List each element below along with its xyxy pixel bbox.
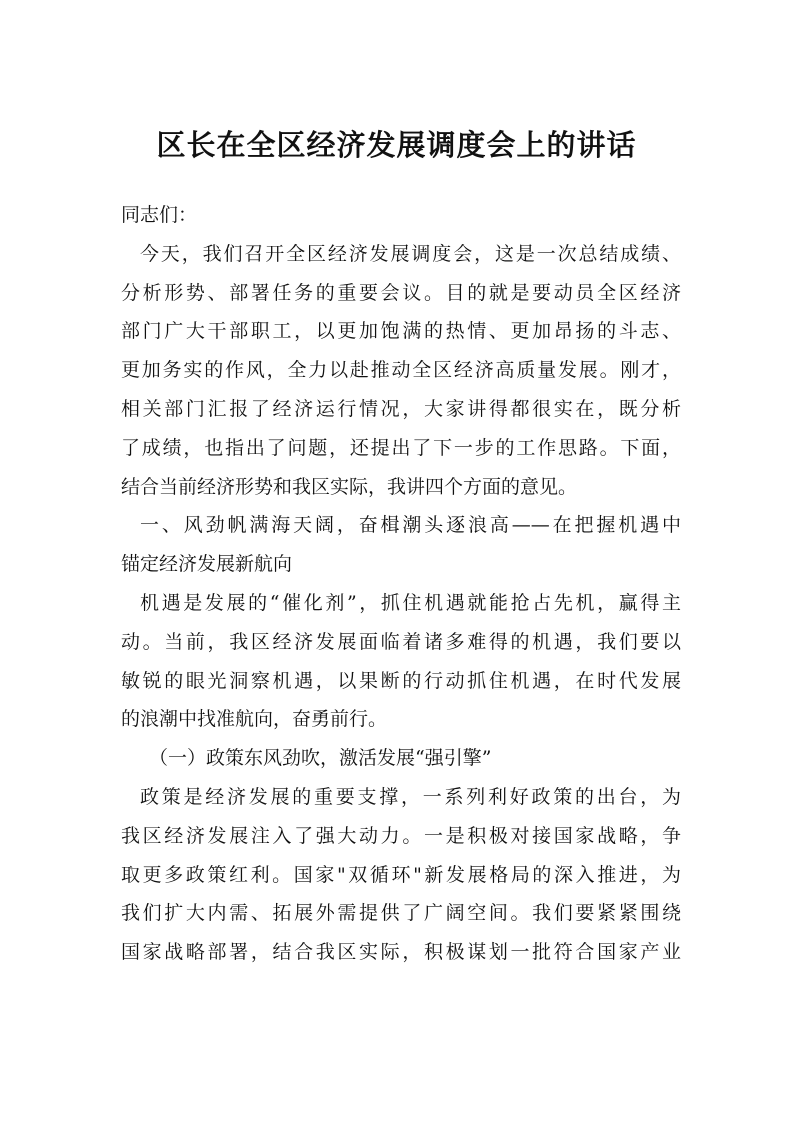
paragraph-line: 结合当前经济形势和我区实际，我讲四个方面的意见。 [121, 475, 578, 498]
section-heading-line: 锚定经济发展新航向 [121, 553, 293, 576]
paragraph-line: 我区经济发展注入了强大动力。一是积极对接国家战略，争 [121, 824, 681, 847]
paragraph-line: 部门广大干部职工，以更加饱满的热情、更加昂扬的斗志、 [121, 320, 681, 343]
paragraph-line: 国家战略部署，结合我区实际，积极谋划一批符合国家产业 [121, 941, 681, 964]
salutation: 同志们： [121, 204, 198, 226]
subsection-heading: （一）政策东风劲吹，激活发展“强引擎” [149, 747, 492, 770]
paragraph-line: 相关部门汇报了经济运行情况，大家讲得都很实在，既分析 [121, 397, 681, 420]
paragraph-line: 敏锐的眼光洞察机遇，以果断的行动抓住机遇，在时代发展 [121, 669, 681, 692]
paragraph-line: 分析形势、部署任务的重要会议。目的就是要动员全区经济 [121, 281, 681, 304]
paragraph-line: 更加务实的作风，全力以赴推动全区经济高质量发展。刚才， [121, 359, 681, 382]
paragraph-line: 今天，我们召开全区经济发展调度会，这是一次总结成绩、 [140, 242, 681, 265]
paragraph-line: 取更多政策红利。国家"双循环"新发展格局的深入推进，为 [121, 863, 681, 886]
section-heading-line: 一、风劲帆满海天阔，奋楫潮头逐浪高——在把握机遇中 [140, 514, 681, 537]
paragraph-line: 了成绩，也指出了问题，还提出了下一步的工作思路。下面， [121, 436, 681, 459]
paragraph-line: 我们扩大内需、拓展外需提供了广阔空间。我们要紧紧围绕 [121, 902, 681, 925]
paragraph-line: 机遇是发展的“催化剂”，抓住机遇就能抢占先机，赢得主 [140, 591, 681, 614]
document-body [121, 196, 681, 972]
paragraph-line: 动。当前，我区经济发展面临着诸多难得的机遇，我们要以 [121, 630, 681, 653]
paragraph-line: 政策是经济发展的重要支撑，一系列利好政策的出台，为 [140, 785, 681, 808]
paragraph-line: 的浪潮中找准航向，奋勇前行。 [121, 708, 388, 731]
document-title: 区长在全区经济发展调度会上的讲话 [156, 128, 637, 162]
